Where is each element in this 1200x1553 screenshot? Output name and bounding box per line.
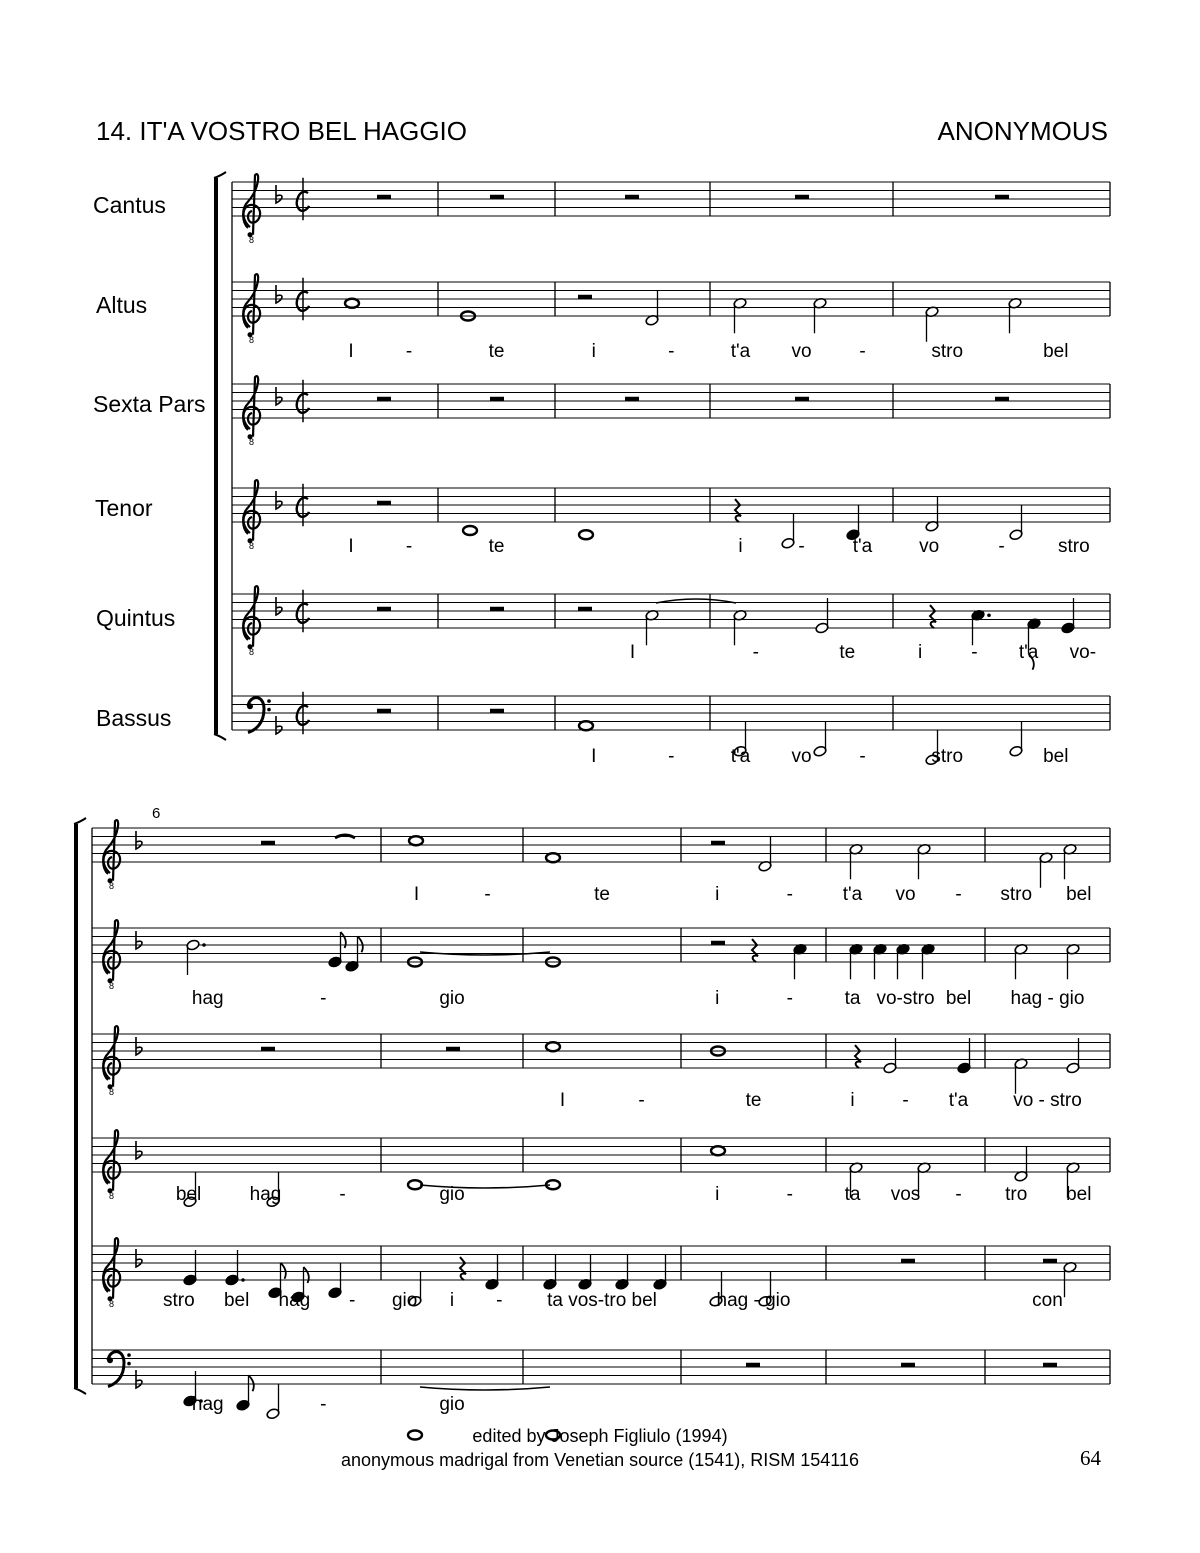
quarter-rest	[735, 499, 741, 522]
flat-icon	[136, 1249, 142, 1267]
treble-clef-icon	[103, 820, 120, 881]
lyric-syllable: hag	[249, 1184, 282, 1205]
lyric-syllable: -	[320, 988, 327, 1009]
lyric-syllable: t'a	[852, 536, 873, 557]
staff-3	[232, 376, 1110, 447]
note-flag	[249, 1375, 254, 1391]
flat-icon	[136, 1370, 142, 1388]
whole-rest	[446, 1047, 460, 1051]
composer: ANONYMOUS	[937, 116, 1108, 146]
lyric-syllable: I	[629, 642, 636, 663]
staff-4	[92, 1130, 1110, 1208]
whole-rest	[901, 1259, 915, 1263]
staff-2	[92, 920, 1110, 1009]
quarter-rest	[752, 939, 758, 962]
note-flag	[341, 932, 346, 948]
flat-icon	[276, 285, 282, 303]
whole-note	[546, 1042, 560, 1051]
clef-octave-mark: 8	[249, 335, 255, 346]
augmentation-dot	[241, 1278, 245, 1282]
staff-1	[92, 820, 1110, 905]
lyric-syllable: bel	[175, 1184, 202, 1205]
lyric-syllable: t'a	[1018, 642, 1039, 663]
whole-rest	[490, 195, 504, 199]
part-label-bassus: Bassus	[96, 705, 172, 731]
clef-octave-mark: 8	[109, 1087, 115, 1098]
lyric-syllable: -	[320, 1394, 327, 1415]
lyric-syllable: -	[786, 988, 793, 1009]
lyric-syllable: -	[798, 536, 805, 557]
lyric-syllable: -	[752, 642, 759, 663]
lyric-syllable: con	[1032, 1290, 1063, 1311]
clef-octave-mark: 8	[109, 881, 115, 892]
staff-4	[232, 480, 1110, 557]
lyric-syllable: -	[348, 1290, 356, 1311]
whole-note	[409, 836, 423, 845]
lyric-syllable: i	[918, 642, 923, 663]
lyric-syllable: t'a	[730, 341, 751, 362]
lyric-syllable: -	[496, 1290, 503, 1311]
lyric-syllable: I	[348, 341, 354, 362]
whole-note	[579, 530, 593, 539]
lyric-syllable: -	[859, 341, 866, 362]
treble-clef-icon	[243, 480, 260, 541]
beam	[335, 835, 355, 838]
staff-6	[232, 692, 1110, 767]
lyric-syllable: -	[668, 746, 675, 767]
tie	[420, 1387, 550, 1390]
lyric-syllable: vos	[890, 1184, 921, 1205]
whole-rest	[261, 1047, 275, 1051]
whole-rest	[625, 195, 639, 199]
lyric-syllable: hag	[191, 1394, 224, 1415]
whole-note	[546, 853, 560, 862]
bass-clef-icon	[248, 698, 264, 733]
part-label-cantus: Cantus	[93, 192, 166, 218]
lyric-syllable: te	[594, 884, 610, 905]
lyric-syllable: i	[591, 341, 596, 362]
whole-rest	[490, 607, 504, 611]
whole-rest	[625, 397, 639, 401]
whole-note	[711, 1146, 725, 1155]
part-label-quintus: Quintus	[96, 605, 176, 631]
flat-icon	[276, 716, 282, 734]
lyric-syllable: gio	[439, 988, 465, 1009]
lyric-syllable: stro	[1000, 884, 1033, 905]
lyric-syllable: gio	[439, 1394, 465, 1415]
lyric-syllable: -	[405, 341, 413, 362]
lyric-syllable: -	[786, 1184, 793, 1205]
note-flag	[304, 1267, 309, 1283]
lyric-syllable: -	[405, 536, 413, 557]
lyric-syllable: -	[786, 884, 793, 905]
lyric-syllable: i	[715, 884, 720, 905]
whole-note	[579, 721, 593, 730]
augmentation-dot	[987, 613, 991, 617]
clef-head	[247, 703, 253, 709]
lyric-syllable: -	[859, 746, 866, 767]
whole-rest	[1043, 1259, 1057, 1263]
whole-rest	[261, 841, 275, 845]
lyric-syllable: i	[850, 1090, 855, 1111]
whole-rest	[995, 397, 1009, 401]
whole-rest	[578, 607, 592, 611]
lyric-syllable: vo	[791, 341, 812, 362]
lyric-syllable: stro	[1057, 536, 1090, 557]
lyric-syllable: vo-stro	[876, 988, 935, 1009]
lyric-syllable: -	[971, 642, 978, 663]
staff-5	[232, 586, 1110, 670]
lyric-syllable: ta vos-tro bel	[547, 1290, 657, 1311]
lyric-syllable: i	[738, 536, 743, 557]
note-flag	[358, 936, 363, 952]
flat-icon	[136, 831, 142, 849]
lyric-syllable: te	[488, 341, 505, 362]
lyric-syllable: vo	[919, 536, 940, 557]
clef-head	[107, 1357, 113, 1363]
lyric-syllable: stro	[163, 1290, 195, 1311]
bracket-hook	[214, 734, 226, 740]
whole-rest	[711, 841, 725, 845]
note-flag	[281, 1263, 286, 1279]
whole-rest	[377, 195, 391, 199]
lyric-syllable: stro	[931, 341, 964, 362]
lyric-syllable: hag	[278, 1290, 311, 1311]
bracket-hook	[74, 818, 86, 824]
whole-rest	[490, 709, 504, 713]
clef-dot	[267, 699, 271, 703]
flat-icon	[276, 185, 282, 203]
whole-rest	[795, 195, 809, 199]
treble-clef-icon	[243, 376, 260, 437]
lyric-syllable: vo	[895, 884, 916, 905]
lyric-syllable: t'a	[948, 1090, 969, 1111]
lyric-syllable: bel	[945, 988, 972, 1009]
augmentation-dot	[202, 943, 206, 947]
lyric-syllable: te	[745, 1090, 762, 1111]
lyric-syllable: I	[348, 536, 354, 557]
clef-dot	[267, 708, 271, 712]
lyric-syllable: i	[449, 1290, 455, 1311]
lyric-syllable: gio	[439, 1184, 465, 1205]
treble-clef-icon	[243, 174, 260, 235]
whole-note	[345, 299, 359, 308]
lyric-syllable: i	[715, 988, 720, 1009]
lyric-syllable: -	[668, 341, 675, 362]
lyric-syllable: I	[591, 746, 597, 767]
whole-rest	[795, 397, 809, 401]
lyric-syllable: -	[902, 1090, 909, 1111]
treble-clef-icon	[243, 586, 260, 647]
lyric-syllable: I	[559, 1090, 566, 1111]
lyric-syllable: vo-	[1069, 642, 1097, 663]
lyric-syllable: -	[638, 1090, 645, 1111]
treble-clef-icon	[103, 1026, 120, 1087]
lyric-syllable: i	[715, 1184, 720, 1205]
quarter-rest	[930, 605, 936, 628]
lyric-syllable: stro	[931, 746, 964, 767]
lyric-syllable: bel	[223, 1290, 250, 1311]
clef-octave-mark: 8	[109, 1191, 115, 1202]
staff-1	[232, 174, 1110, 245]
whole-rest	[490, 397, 504, 401]
lyric-syllable: vo - stro	[1013, 1090, 1082, 1111]
lyric-syllable: -	[339, 1184, 346, 1205]
staff-2	[232, 274, 1110, 362]
page-number: 64	[1080, 1446, 1101, 1470]
lyric-syllable: I	[413, 884, 420, 905]
whole-note	[463, 526, 477, 535]
staff-5	[92, 1238, 1110, 1311]
flat-icon	[276, 387, 282, 405]
lyric-syllable: bel	[1066, 884, 1092, 905]
flat-icon	[276, 491, 282, 509]
lyric-syllable: -	[955, 1184, 962, 1205]
system-2	[74, 805, 1110, 1440]
treble-clef-icon	[103, 1238, 120, 1299]
lyric-syllable: ta	[844, 1184, 861, 1205]
piece-title: 14. IT'A VOSTRO BEL HAGGIO	[96, 116, 467, 146]
system-1	[214, 172, 1110, 767]
flat-icon	[136, 1141, 142, 1159]
part-label-sexta-pars: Sexta Pars	[93, 391, 206, 417]
whole-rest	[377, 501, 391, 505]
whole-rest	[377, 709, 391, 713]
lyric-syllable: t'a	[842, 884, 863, 905]
bass-clef-icon	[108, 1352, 124, 1387]
flat-icon	[136, 1037, 142, 1055]
flat-icon	[136, 931, 142, 949]
lyric-syllable: bel	[1043, 746, 1069, 767]
source-credit: anonymous madrigal from Venetian source (1541), RISM 154116	[341, 1450, 859, 1470]
clef-octave-mark: 8	[249, 541, 255, 552]
bracket-hook	[214, 172, 226, 178]
treble-clef-icon	[103, 920, 120, 981]
whole-rest	[1043, 1363, 1057, 1367]
lyric-syllable: gio	[391, 1290, 418, 1311]
lyric-syllable: tro	[1005, 1184, 1028, 1205]
staff-3	[92, 1026, 1110, 1111]
flat-icon	[276, 597, 282, 615]
quarter-rest	[460, 1257, 466, 1280]
whole-note	[408, 1180, 422, 1189]
part-label-altus: Altus	[96, 292, 148, 318]
whole-rest	[711, 941, 725, 945]
whole-rest	[377, 607, 391, 611]
lyric-syllable: bel	[1043, 341, 1069, 362]
whole-rest	[377, 397, 391, 401]
clef-octave-mark: 8	[249, 437, 255, 448]
clef-octave-mark: 8	[109, 981, 115, 992]
treble-clef-icon	[103, 1130, 120, 1191]
lyric-syllable: hag - gio	[1010, 988, 1085, 1009]
lyric-syllable: bel	[1066, 1184, 1092, 1205]
lyric-syllable: ta	[844, 988, 861, 1009]
lyric-syllable: -	[955, 884, 962, 905]
lyric-syllable: hag - gio	[716, 1290, 791, 1311]
whole-rest	[578, 295, 592, 299]
whole-rest	[995, 195, 1009, 199]
lyric-syllable: te	[839, 642, 856, 663]
quarter-rest	[855, 1045, 861, 1068]
whole-rest	[901, 1363, 915, 1367]
editor-credit: edited by Joseph Figliulo (1994)	[472, 1426, 728, 1446]
lyric-syllable: -	[998, 536, 1005, 557]
measure-number: 6	[152, 805, 161, 822]
part-label-tenor: Tenor	[95, 495, 153, 521]
lyric-syllable: te	[488, 536, 505, 557]
lyric-syllable: hag	[191, 988, 224, 1009]
bracket-hook	[74, 1388, 86, 1394]
clef-octave-mark: 8	[249, 235, 255, 246]
clef-dot	[127, 1362, 131, 1366]
clef-octave-mark: 8	[249, 647, 255, 658]
lyric-syllable: vo	[791, 746, 812, 767]
treble-clef-icon	[243, 274, 260, 335]
lyric-syllable: -	[484, 884, 491, 905]
clef-dot	[127, 1353, 131, 1357]
clef-octave-mark: 8	[109, 1299, 115, 1310]
lyric-syllable: t'a	[730, 746, 751, 767]
whole-rest	[746, 1363, 760, 1367]
